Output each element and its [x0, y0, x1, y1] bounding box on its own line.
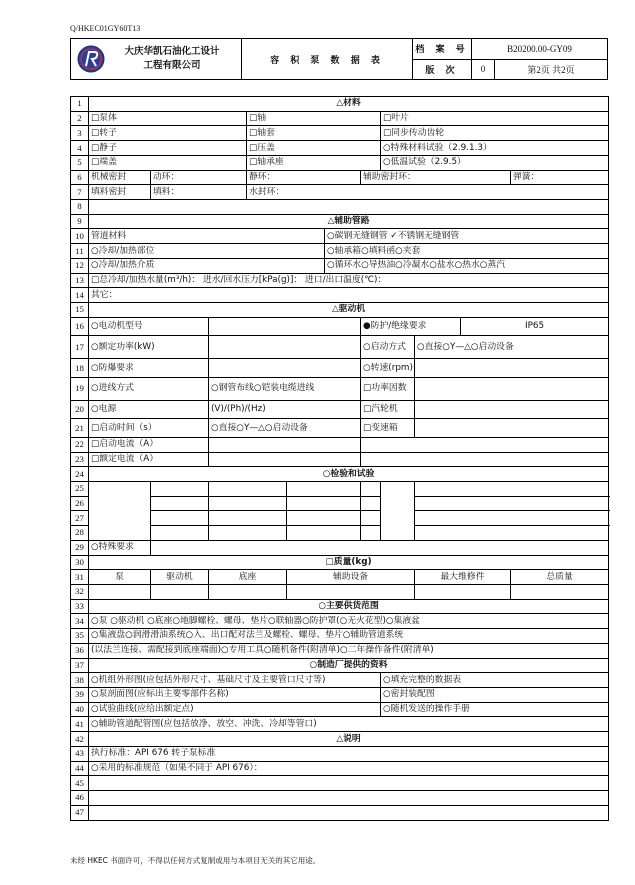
value-motor-model[interactable]	[209, 317, 361, 336]
version-label: 版 次	[413, 59, 472, 80]
checkbox-timing-gear[interactable]: □同步传动齿轮	[381, 126, 609, 141]
col-max-part: 最大维修件	[415, 570, 511, 585]
document-code: Q/HKEC01GY60T13	[70, 24, 141, 33]
test-cell[interactable]	[209, 511, 287, 526]
table-row: 27	[71, 511, 609, 526]
table-row: 24 ○检验和试验	[71, 467, 609, 482]
value-speed[interactable]	[415, 359, 609, 378]
value-rated-current[interactable]	[209, 452, 361, 467]
company-name-line2: 工程有限公司	[143, 60, 201, 71]
table-row: 19 ○进线方式 ○钢管布线○铠装电缆进线 □功率因数	[71, 377, 609, 400]
table-row: 30 □质量(kg)	[71, 555, 609, 570]
radio-protection-req[interactable]: ●防护/绝缘要求	[361, 317, 461, 336]
blank-cell[interactable]	[361, 437, 609, 452]
checkbox-bearing-housing[interactable]: □轴承座	[247, 155, 381, 170]
checkbox-rotor[interactable]: □转子	[89, 126, 247, 141]
table-row: 43 执行标准：API 676 转子泵标准	[71, 746, 609, 761]
radio-test-curve[interactable]: ○试验曲线(应给出额定点)	[89, 702, 381, 717]
weight-cell[interactable]	[511, 584, 609, 599]
test-cell[interactable]	[361, 511, 381, 526]
document-title: 容 积 泵 数 据 表	[242, 39, 413, 80]
checkbox-rated-current[interactable]: □额定电流（A）	[89, 452, 209, 467]
radio-cable-entry[interactable]: ○进线方式	[89, 377, 209, 400]
field-moving-ring[interactable]: 动环：	[151, 170, 247, 185]
table-row: 1 △材料	[71, 97, 609, 112]
value-rated-power[interactable]	[209, 336, 361, 359]
table-row: 22 □启动电流（A）	[71, 437, 609, 452]
test-item	[151, 526, 209, 541]
copyright-footer: 未经 HKEC 书面许可，不得以任何方式复制或用与本项目无关的其它用途。	[70, 856, 321, 865]
table-row: 23 □额定电流（A）	[71, 452, 609, 467]
company-name-line1: 大庆华凯石油化工设计	[124, 46, 220, 57]
table-row: 39 ○泵剖面图(应标出主要零部件名称) ○密封装配图	[71, 688, 609, 703]
table-row: 26	[71, 496, 609, 511]
checkbox-start-time[interactable]: □启动时间（s）	[89, 419, 209, 438]
weight-cell[interactable]	[415, 584, 511, 599]
radio-other-check[interactable]	[415, 526, 609, 541]
value-protection[interactable]: IP65	[461, 317, 609, 336]
table-row: 42 △说明	[71, 732, 609, 747]
table-row: 18 ○防爆要求 ○转速(rpm)	[71, 359, 609, 378]
table-row: 41 ○辅助管道配管图(应包括放净、放空、冲洗、冷却等管口)	[71, 717, 609, 732]
table-row: 9 △辅助管路	[71, 214, 609, 229]
section-materials: △材料	[89, 97, 609, 112]
blank-row[interactable]	[89, 200, 609, 215]
radio-motor-model[interactable]: ○电动机型号	[89, 317, 209, 336]
weight-cell[interactable]	[287, 584, 415, 599]
radio-start-method[interactable]: ○启动方式	[361, 336, 415, 359]
options-pipe-material[interactable]: ○碳钢无缝钢管 ✓不锈钢无缝钢管	[325, 229, 609, 244]
col-pump: 泵	[89, 570, 151, 585]
table-row: 17 ○额定功率(kW) ○启动方式 ○直接○Y—△○启动设备	[71, 336, 609, 359]
table-row: 4 □静子 □压盖 ○特殊材料试验（2.9.1.3）	[71, 141, 609, 156]
checkbox-end-cover[interactable]: □端盖	[89, 155, 247, 170]
radio-witness[interactable]	[361, 481, 381, 496]
options-supply-1[interactable]: ○泵 ○驱动机 ○底座○地脚螺栓、螺母、垫片○联轴器○防护罩(○无火花型)○集液盆	[89, 614, 609, 629]
field-spring[interactable]: 弹簧：	[511, 170, 609, 185]
test-cell[interactable]	[209, 526, 287, 541]
test-cell[interactable]	[287, 496, 361, 511]
col-aux: 辅助设备	[287, 570, 415, 585]
test-item	[151, 511, 209, 526]
options-cable-entry[interactable]: ○钢管布线○铠装电缆进线	[209, 377, 361, 400]
checkbox-start-current[interactable]: □启动电流（A）	[89, 437, 209, 452]
test-cell[interactable]	[287, 511, 361, 526]
test-cell[interactable]	[209, 496, 287, 511]
options-cooling-medium[interactable]: ○循环水○导热油○冷凝水○盐水○热水○蒸汽	[325, 258, 609, 273]
radio-other-standard[interactable]: ○采用的标准规范（如果不同于 API 676）：	[89, 761, 609, 776]
test-item	[151, 496, 209, 511]
radio-section-drawing[interactable]: ○泵剖面图(应标出主要零部件名称)	[89, 688, 381, 703]
radio-cooling-location[interactable]: ○冷却/加热部位	[89, 244, 325, 259]
radio-datasheet[interactable]: ○填充完整的数据表	[381, 673, 609, 688]
options-supply-2[interactable]: ○集液盘○润滑滑油系统○入、出口配对法兰及螺栓、螺母、垫片○辅助管道系统	[89, 629, 609, 644]
value-power-supply[interactable]: (V)/(Ph)/(Hz)	[209, 400, 361, 419]
table-row: 10 管道材料 ○碳钢无缝钢管 ✓不锈钢无缝钢管	[71, 229, 609, 244]
radio-shop-inspection[interactable]	[415, 496, 609, 511]
value-start-current[interactable]	[209, 437, 361, 452]
checkbox-blade[interactable]: □叶片	[381, 111, 609, 126]
label-check	[381, 481, 415, 540]
test-cell[interactable]	[361, 526, 381, 541]
table-row: 34 ○泵 ○驱动机 ○底座○地脚螺栓、螺母、垫片○联轴器○防护罩(○无火花型)○集液盆	[71, 614, 609, 629]
radio-explosion-proof[interactable]: ○防爆要求	[89, 359, 209, 378]
checkbox-shaft-sleeve[interactable]: □轴套	[247, 126, 381, 141]
radio-power-supply[interactable]: ○电源	[89, 400, 209, 419]
table-row: 20 ○电源 (V)/(Ph)/(Hz) □汽轮机	[71, 400, 609, 419]
section-vendor-docs: ○制造厂提供的资料	[89, 658, 609, 673]
radio-special-material-test[interactable]: ○特殊材料试验（2.9.1.3）	[381, 141, 609, 156]
radio-piping-drawing[interactable]: ○辅助管道配管图(应包括放净、放空、冲洗、冷却等管口)	[89, 717, 609, 732]
table-row: 35 ○集液盘○润滑滑油系统○入、出口配对法兰及螺栓、螺母、垫片○辅助管道系统	[71, 629, 609, 644]
col-base: 底座	[209, 570, 287, 585]
test-item	[151, 481, 209, 496]
label-test	[89, 481, 151, 540]
blank-row[interactable]	[89, 791, 609, 806]
table-row: 16 ○电动机型号 ●防护/绝缘要求 IP65	[71, 317, 609, 336]
company-name	[113, 45, 231, 73]
section-driver: △驱动机	[89, 303, 609, 318]
table-row: 6 机械密封 动环： 静环： 辅助密封环： 弹簧：	[71, 170, 609, 185]
note-standard: 执行标准：API 676 转子泵标准	[89, 746, 609, 761]
value-power-factor[interactable]	[415, 377, 609, 400]
weight-cell[interactable]	[209, 584, 287, 599]
table-row: 36 (以法兰连接、需配接到底座端面)○专用工具○随机备件(附清单)○二年操作备件(附清单)	[71, 643, 609, 658]
weight-cell[interactable]	[151, 584, 209, 599]
checkbox-pump-body[interactable]: □泵体	[89, 111, 247, 126]
table-row: 37 ○制造厂提供的资料	[71, 658, 609, 673]
section-weight: □质量(kg)	[89, 555, 609, 570]
page-info: 第2页 共2页	[495, 59, 608, 80]
archive-label: 档 案 号	[413, 39, 472, 60]
label-pipe-material: 管道材料	[89, 229, 325, 244]
table-row: 46	[71, 791, 609, 806]
checkbox-stator[interactable]: □静子	[89, 141, 247, 156]
company-logo-icon	[77, 45, 105, 73]
value-gearbox[interactable]	[415, 419, 609, 438]
section-inspection: ○检验和试验	[89, 467, 609, 482]
table-row: 29 ○特殊要求	[71, 540, 609, 555]
value-explosion-proof[interactable]	[209, 359, 361, 378]
field-static-ring[interactable]: 静环：	[247, 170, 361, 185]
field-water-seal-ring[interactable]: 水封环：	[247, 185, 609, 200]
radio-outline-drawing[interactable]: ○机组外形图(应包括外形尺寸、基础尺寸及主要管口尺寸等)	[89, 673, 381, 688]
radio-speed[interactable]: ○转速(rpm)	[361, 359, 415, 378]
table-row: 13 □总冷却/加热水量(m³/h)： 进水/回水压力[kPa(g)]： 进口/出口温度(℃)：	[71, 273, 609, 288]
radio-observe[interactable]	[209, 481, 287, 496]
field-other[interactable]: 其它：	[89, 288, 609, 303]
archive-number: B20200.00-GY09	[472, 39, 608, 60]
table-row: 38 ○机组外形图(应包括外形尺寸、基础尺寸及主要管口尺寸等) ○填充完整的数据表	[71, 673, 609, 688]
options-start-method[interactable]: ○直接○Y—△○启动设备	[415, 336, 609, 359]
radio-non-witness[interactable]	[287, 481, 361, 496]
table-row: 5 □端盖 □轴承座 ○低温试验（2.9.5）	[71, 155, 609, 170]
options-start-equipment[interactable]: ○直接○Y—△○启动设备	[209, 419, 361, 438]
col-driver: 驱动机	[151, 570, 209, 585]
test-cell[interactable]	[361, 496, 381, 511]
datasheet-table	[70, 96, 609, 821]
table-row: 25	[71, 481, 609, 496]
field-aux-seal-ring[interactable]: 辅助密封环：	[361, 170, 511, 185]
table-row: 31 泵 驱动机 底座 辅助设备 最大维修件 总质量	[71, 570, 609, 585]
checkbox-gland[interactable]: □压盖	[247, 141, 381, 156]
col-total: 总质量	[511, 570, 609, 585]
checkbox-steam-turbine[interactable]: □汽轮机	[361, 400, 415, 419]
checkbox-power-factor[interactable]: □功率因数	[361, 377, 415, 400]
label-packing-seal: 填料密封	[89, 185, 151, 200]
options-supply-3[interactable]: (以法兰连接、需配接到底座端面)○专用工具○随机备件(附清单)○二年操作备件(附清单)	[89, 643, 609, 658]
table-row: 21 □启动时间（s） ○直接○Y—△○启动设备 □变速箱	[71, 419, 609, 438]
table-row: 2 □泵体 □轴 □叶片	[71, 111, 609, 126]
label-mech-seal: 机械密封	[89, 170, 151, 185]
blank-row[interactable]	[89, 805, 609, 820]
radio-cooling-medium[interactable]: ○冷却/加热介质	[89, 258, 325, 273]
table-row: 33 ○主要供货范围	[71, 599, 609, 614]
checkbox-gearbox[interactable]: □变速箱	[361, 419, 415, 438]
table-row: 45	[71, 776, 609, 791]
table-row: 47	[71, 805, 609, 820]
field-packing[interactable]: 填料：	[151, 185, 247, 200]
checkbox-shaft[interactable]: □轴	[247, 111, 381, 126]
field-total-water[interactable]: □总冷却/加热水量(m³/h)： 进水/回水压力[kPa(g)]： 进口/出口温度(℃)：	[89, 273, 609, 288]
table-row: 12 ○冷却/加热介质 ○循环水○导热油○冷凝水○盐水○热水○蒸汽	[71, 258, 609, 273]
table-row: 11 ○冷却/加热部位 ○轴承箱○填料函○夹套	[71, 244, 609, 259]
table-row: 7 填料密封 填料： 水封环：	[71, 185, 609, 200]
radio-manual[interactable]: ○随机发送的操作手册	[381, 702, 609, 717]
radio-teardown[interactable]	[415, 511, 609, 526]
table-row: 28	[71, 526, 609, 541]
table-row: 3 □转子 □轴套 □同步传动齿轮	[71, 126, 609, 141]
section-supply-scope: ○主要供货范围	[89, 599, 609, 614]
company-cell	[71, 39, 242, 80]
section-aux-piping: △辅助管路	[89, 214, 609, 229]
value-special-req[interactable]	[151, 540, 609, 555]
version-number: 0	[472, 59, 495, 80]
radio-seal-drawing[interactable]: ○密封装配图	[381, 688, 609, 703]
radio-rated-power[interactable]: ○额定功率(kW)	[89, 336, 209, 359]
title-block	[70, 38, 608, 80]
table-row: 32	[71, 584, 609, 599]
radio-special-req[interactable]: ○特殊要求	[89, 540, 151, 555]
table-row: 44 ○采用的标准规范（如果不同于 API 676）：	[71, 761, 609, 776]
test-cell[interactable]	[287, 526, 361, 541]
radio-low-temp-test[interactable]: ○低温试验（2.9.5）	[381, 155, 609, 170]
blank-cell[interactable]	[361, 452, 609, 467]
value-steam-turbine[interactable]	[415, 400, 609, 419]
section-notes: △说明	[89, 732, 609, 747]
radio-material-cert[interactable]	[415, 481, 609, 496]
table-row: 40 ○试验曲线(应给出额定点) ○随机发送的操作手册	[71, 702, 609, 717]
table-row: 15 △驱动机	[71, 303, 609, 318]
options-cooling-location[interactable]: ○轴承箱○填料函○夹套	[325, 244, 609, 259]
weight-cell[interactable]	[89, 584, 151, 599]
table-row: 14 其它：	[71, 288, 609, 303]
table-row: 8	[71, 200, 609, 215]
blank-row[interactable]	[89, 776, 609, 791]
